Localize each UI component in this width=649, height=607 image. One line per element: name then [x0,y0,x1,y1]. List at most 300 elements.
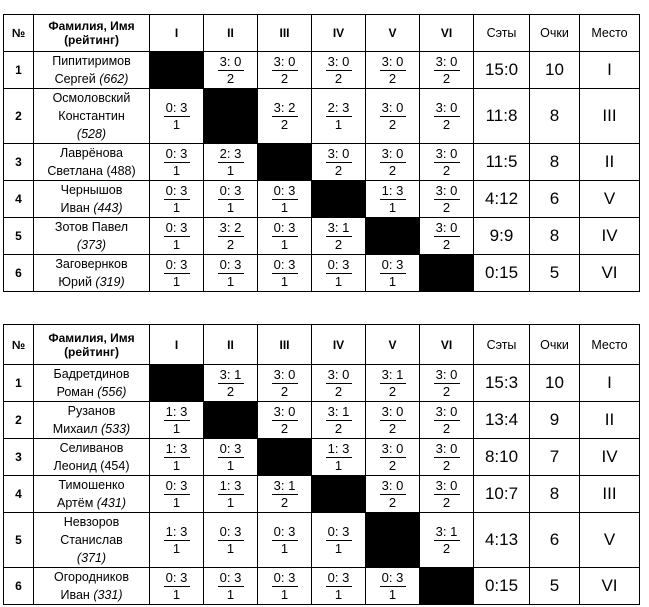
match-score: 0: 3 [165,477,188,493]
match-score: 0: 3 [219,256,242,272]
match-score-cell [204,365,258,402]
match-points: 1 [280,273,289,289]
match-points: 2 [226,383,235,399]
points-cell: 8 [530,89,580,144]
player-name-line1: Рузанов [67,404,116,418]
points-cell: 8 [530,144,580,181]
match-score: 3: 0 [435,145,458,161]
player-name [34,365,150,402]
match-score: 3: 0 [273,366,296,382]
player-name-line1: Тимошенко [58,478,125,492]
col-header-sets: Сэты [474,325,530,365]
match-score-cell [204,52,258,89]
match-score: 3: 0 [435,53,458,69]
match-score-cell [420,365,474,402]
match-points: 1 [334,540,343,556]
sets-cell: 4:13 [474,513,530,568]
points-cell: 8 [530,476,580,513]
row-number: 1 [4,52,34,89]
match-points: 2 [442,420,451,436]
sets-cell: 10:7 [474,476,530,513]
match-points: 2 [388,494,397,510]
match-points: 1 [172,199,181,215]
match-score-cell [258,402,312,439]
match-score: 3: 0 [381,99,404,115]
points-cell: 6 [530,513,580,568]
col-header-round: I [150,325,204,365]
match-score-cell [420,181,474,218]
match-score-cell [420,402,474,439]
player-name-line2: Артём [57,496,94,510]
match-score-cell [204,181,258,218]
match-score-cell [150,513,204,568]
match-points: 1 [172,236,181,252]
match-points: 2 [442,162,451,178]
match-score: 0: 3 [273,256,296,272]
match-score-cell [366,568,420,605]
player-name [34,181,150,218]
player-name-line1: Селиванов [59,441,124,455]
match-points: 2 [388,420,397,436]
match-score: 1: 3 [165,440,188,456]
match-score-cell [312,365,366,402]
match-score: 0: 3 [273,182,296,198]
row-number: 6 [4,255,34,292]
sets-cell: 11:5 [474,144,530,181]
player-rating: (431) [96,496,126,510]
match-score-cell [204,255,258,292]
table-row [4,89,640,144]
match-score-cell [420,89,474,144]
match-score: 1: 3 [381,182,404,198]
col-header-round: II [204,15,258,52]
match-points: 1 [388,273,397,289]
row-number: 1 [4,365,34,402]
player-rating: (371) [76,551,107,565]
match-points: 1 [226,586,235,602]
diagonal-cell [420,255,474,292]
header-row [4,15,640,52]
player-name-line2: Юрий [58,275,92,289]
place-cell: II [580,402,640,439]
match-score: 3: 0 [435,182,458,198]
player-rating: (319) [95,275,125,289]
match-score-cell [420,144,474,181]
match-score: 0: 3 [219,523,242,539]
match-points: 1 [388,199,397,215]
player-name-line2: Иван [60,201,90,215]
diagonal-cell [366,513,420,568]
col-header-round: VI [420,15,474,52]
match-score-cell [150,255,204,292]
match-score-cell [150,402,204,439]
diagonal-cell [312,476,366,513]
place-cell: IV [580,439,640,476]
place-cell: I [580,365,640,402]
match-score: 3: 0 [327,53,350,69]
diagonal-cell [420,568,474,605]
match-score-cell [366,365,420,402]
match-score: 3: 0 [435,366,458,382]
match-score-cell [150,439,204,476]
match-points: 1 [334,116,343,132]
match-score: 0: 3 [273,219,296,235]
row-number: 3 [4,439,34,476]
match-points: 1 [172,540,181,556]
match-points: 1 [172,273,181,289]
match-score: 3: 2 [219,219,242,235]
match-score-cell [258,89,312,144]
place-cell: IV [580,218,640,255]
match-score: 0: 3 [327,569,350,585]
table-row [4,255,640,292]
match-points: 1 [172,116,181,132]
match-score-cell [312,218,366,255]
match-score-cell [258,218,312,255]
player-name [34,52,150,89]
points-cell: 5 [530,255,580,292]
match-score: 3: 0 [381,440,404,456]
sets-cell: 15:0 [474,52,530,89]
match-score: 3: 0 [273,53,296,69]
player-name-line1: Бадретдинов [53,367,130,381]
player-name-line2: Иван [60,588,90,602]
match-score: 2: 3 [327,99,350,115]
match-points: 2 [388,70,397,86]
match-points: 1 [334,457,343,473]
match-score: 3: 0 [327,366,350,382]
player-rating: (331) [93,588,123,602]
match-points: 2 [280,383,289,399]
player-rating: (662) [99,72,129,86]
table-row [4,52,640,89]
match-points: 2 [442,116,451,132]
match-score: 3: 0 [381,477,404,493]
match-score-cell [258,52,312,89]
player-rating: (533) [101,422,131,436]
match-score: 3: 1 [327,219,350,235]
col-header-place: Место [580,15,640,52]
row-number: 2 [4,89,34,144]
points-cell: 9 [530,402,580,439]
match-points: 1 [280,236,289,252]
header-row [4,325,640,365]
match-points: 2 [388,116,397,132]
match-score: 0: 3 [273,523,296,539]
match-score: 1: 3 [219,477,242,493]
match-score: 3: 0 [435,477,458,493]
place-cell: I [580,52,640,89]
player-name [34,568,150,605]
match-points: 2 [442,457,451,473]
points-cell: 10 [530,365,580,402]
sets-cell: 0:15 [474,568,530,605]
match-score: 0: 3 [165,145,188,161]
col-header-round: IV [312,325,366,365]
match-points: 1 [226,494,235,510]
player-name-line1: Пипитиримов [52,54,131,68]
place-cell: V [580,513,640,568]
match-score: 3: 0 [435,403,458,419]
player-name-line2: Станислав [60,533,123,547]
table-row [4,476,640,513]
match-points: 1 [226,457,235,473]
row-number: 5 [4,513,34,568]
col-header-points: Очки [530,15,580,52]
match-points: 2 [442,494,451,510]
match-score: 3: 0 [273,403,296,419]
match-score-cell [258,476,312,513]
player-name [34,402,150,439]
match-points: 2 [226,236,235,252]
player-rating: (443) [93,201,123,215]
match-score: 3: 1 [219,366,242,382]
match-points: 1 [172,494,181,510]
points-cell: 5 [530,568,580,605]
match-score: 3: 0 [435,440,458,456]
col-header-name-line1: Фамилия, Имя [48,19,135,33]
table-row [4,144,640,181]
match-score-cell [420,52,474,89]
match-score-cell [366,89,420,144]
player-name-line2: Михаил [52,422,98,436]
match-points: 2 [280,494,289,510]
player-name-line1: Осмоловский [52,91,131,105]
player-name-line2: Роман [56,385,94,399]
sets-cell: 0:15 [474,255,530,292]
match-score-cell [420,439,474,476]
results-table-2 [3,324,640,605]
diagonal-cell [204,89,258,144]
player-name [34,89,150,144]
match-score-cell [366,402,420,439]
col-header-round: II [204,325,258,365]
match-score-cell [312,513,366,568]
player-name-line2: Сергей [54,72,96,86]
match-score: 3: 0 [381,145,404,161]
col-header-name [34,15,150,52]
player-name-line1: Чернышов [60,183,123,197]
match-points: 2 [442,70,451,86]
table-row [4,513,640,568]
col-header-round: III [258,325,312,365]
match-score: 0: 3 [381,256,404,272]
match-score-cell [420,476,474,513]
match-score: 0: 3 [165,182,188,198]
match-score: 1: 3 [327,440,350,456]
match-score-cell [258,365,312,402]
row-number: 4 [4,181,34,218]
match-score-cell [312,568,366,605]
diagonal-cell [150,365,204,402]
player-rating: (556) [97,385,127,399]
col-header-round: V [366,15,420,52]
match-points: 1 [280,540,289,556]
match-score: 0: 3 [165,219,188,235]
match-points: 2 [388,162,397,178]
col-header-round: I [150,15,204,52]
match-score-cell [420,218,474,255]
player-name-line2: Константин [58,109,125,123]
table-row [4,365,640,402]
player-name-line2: Светлана [47,164,103,178]
match-score-cell [204,144,258,181]
match-score-cell [312,402,366,439]
player-name [34,476,150,513]
col-header-place: Место [580,325,640,365]
match-score-cell [150,144,204,181]
match-points: 1 [334,273,343,289]
match-score-cell [204,476,258,513]
match-points: 2 [334,70,343,86]
row-number: 3 [4,144,34,181]
match-points: 1 [226,199,235,215]
points-cell: 7 [530,439,580,476]
diagonal-cell [366,218,420,255]
match-score: 3: 0 [327,145,350,161]
match-score: 0: 3 [165,99,188,115]
match-points: 1 [388,586,397,602]
player-name-line1: Лаврёнова [59,146,123,160]
table-row [4,402,640,439]
match-points: 1 [334,586,343,602]
player-name [34,255,150,292]
match-score: 0: 3 [273,569,296,585]
match-score-cell [150,218,204,255]
match-score: 0: 3 [165,256,188,272]
match-score: 0: 3 [219,569,242,585]
match-points: 1 [280,199,289,215]
sets-cell: 8:10 [474,439,530,476]
match-score-cell [150,181,204,218]
match-score-cell [258,568,312,605]
player-name [34,513,150,568]
match-score: 0: 3 [327,256,350,272]
match-score: 3: 1 [435,523,458,539]
player-name [34,144,150,181]
match-points: 1 [280,586,289,602]
match-score-cell [204,439,258,476]
match-score-cell [366,52,420,89]
diagonal-cell [150,52,204,89]
player-rating: (373) [76,238,107,252]
col-header-round: III [258,15,312,52]
match-score: 1: 3 [165,403,188,419]
match-score: 1: 3 [165,523,188,539]
match-score-cell [366,255,420,292]
table-row [4,568,640,605]
col-header-name-line2: (рейтинг) [64,33,119,47]
table-row [4,218,640,255]
results-table-1 [3,14,640,292]
match-score: 3: 0 [219,53,242,69]
match-points: 2 [334,383,343,399]
sets-cell: 11:8 [474,89,530,144]
match-points: 2 [280,70,289,86]
match-points: 1 [226,273,235,289]
player-name [34,218,150,255]
row-number: 6 [4,568,34,605]
points-cell: 10 [530,52,580,89]
match-points: 1 [172,162,181,178]
match-points: 1 [172,586,181,602]
col-header-round: V [366,325,420,365]
match-score: 0: 3 [219,440,242,456]
points-cell: 6 [530,181,580,218]
col-header-round: IV [312,15,366,52]
match-score-cell [366,476,420,513]
match-score-cell [204,513,258,568]
sets-cell: 15:3 [474,365,530,402]
place-cell: III [580,476,640,513]
row-number: 4 [4,476,34,513]
place-cell: II [580,144,640,181]
match-score: 3: 1 [381,366,404,382]
col-header-num: № [4,325,34,365]
match-score-cell [312,439,366,476]
match-score: 0: 3 [381,569,404,585]
col-header-num: № [4,15,34,52]
match-points: 2 [334,420,343,436]
match-score-cell [150,476,204,513]
match-points: 2 [442,383,451,399]
match-score: 3: 1 [327,403,350,419]
diagonal-cell [204,402,258,439]
points-cell: 8 [530,218,580,255]
match-score: 0: 3 [327,523,350,539]
match-points: 1 [172,420,181,436]
col-header-points: Очки [530,325,580,365]
match-points: 2 [442,236,451,252]
match-score-cell [258,181,312,218]
player-name [34,439,150,476]
match-score-cell [312,52,366,89]
table-row [4,181,640,218]
col-header-name-line1: Фамилия, Имя [48,330,135,345]
match-score: 0: 3 [165,569,188,585]
match-points: 1 [226,162,235,178]
match-points: 1 [172,457,181,473]
row-number: 2 [4,402,34,439]
match-score-cell [258,513,312,568]
row-number: 5 [4,218,34,255]
player-name-line1: Заговернков [55,257,128,271]
match-score: 0: 3 [219,182,242,198]
player-name-line1: Огородников [54,570,129,584]
match-score-cell [366,181,420,218]
match-score-cell [204,568,258,605]
col-header-name [34,325,150,365]
match-points: 1 [226,540,235,556]
match-score: 3: 0 [381,53,404,69]
match-score-cell [420,513,474,568]
match-points: 2 [280,116,289,132]
match-points: 2 [388,383,397,399]
match-score-cell [258,255,312,292]
match-score: 3: 0 [381,403,404,419]
match-points: 2 [442,199,451,215]
match-score-cell [312,144,366,181]
match-score-cell [312,255,366,292]
match-points: 2 [334,236,343,252]
match-points: 2 [388,457,397,473]
player-rating: (488) [106,164,136,178]
col-header-name-line2: (рейтинг) [64,344,119,359]
player-name-line1: Зотов Павел [54,220,129,234]
match-points: 2 [334,162,343,178]
match-score: 3: 0 [435,99,458,115]
match-points: 2 [226,70,235,86]
